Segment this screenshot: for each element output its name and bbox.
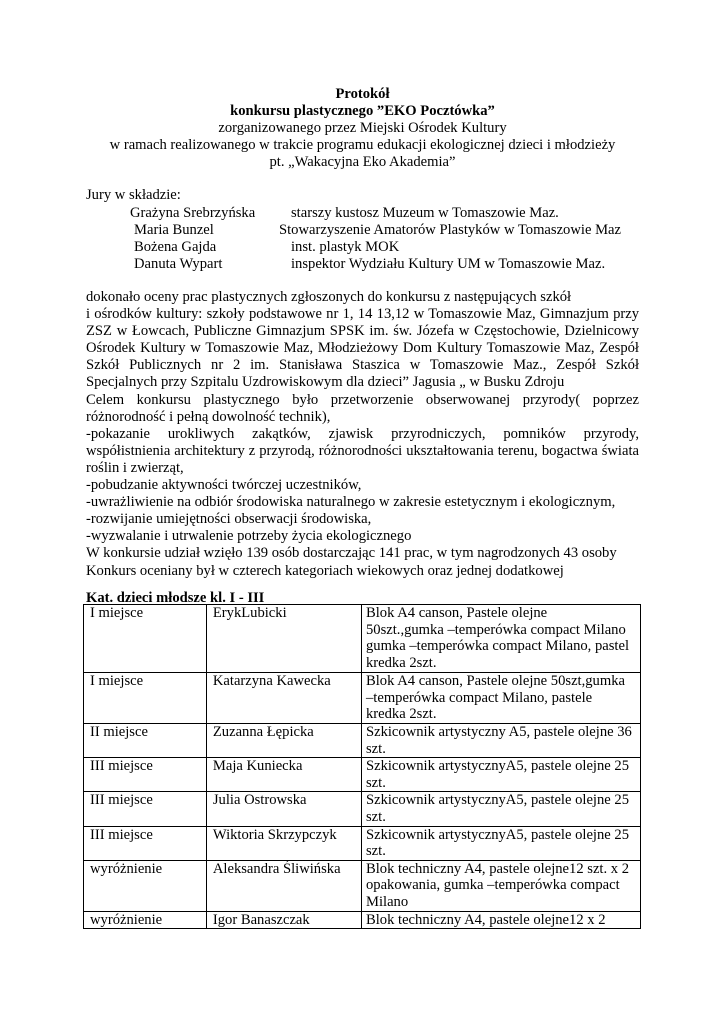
body-line: różnorodność i pełną dowolność technik), (86, 408, 331, 425)
body-line: Szkół Publicznych nr 2 im. Stanisława Staszica w Tomaszowie Maz., Zespół Szkół (86, 357, 639, 374)
prize-line: szt. (365, 843, 386, 860)
prize-line: 50szt.,gumka –temperówka compact Milano (365, 621, 626, 638)
jury-member-role: Stowarzyszenie Amatorów Plastyków w Tomaszowie Maz (279, 222, 621, 238)
prize-line: –temperówka compact Milano, pastele (365, 689, 593, 706)
place-cell: I miejsce (84, 673, 207, 724)
body-line: -wyzwalanie i utrwalenie potrzeby życia ekologicznego (86, 528, 412, 545)
table-row (84, 673, 641, 724)
body-line: -uwrażliwienie na odbiór środowiska naturalnego w zakresie estetycznym i ekologicznym, (86, 494, 616, 511)
jury-member-role: starszy kustosz Muzeum w Tomaszowie Maz. (291, 205, 559, 221)
body-text (86, 289, 639, 580)
body-line: dokonało oceny prac plastycznych zgłoszonych do konkursu z następujących szkół (86, 289, 572, 305)
table-row (84, 605, 641, 673)
body-line: -pobudzanie aktywności twórczej uczestników, (86, 477, 362, 494)
body-line: ZSZ w Łowcach, Publiczne Gimnazjum SPSK im. św. Józefa w Częstochowie, Dzielnicowy (86, 323, 639, 340)
jury-member-role: inst. plastyk MOK (291, 239, 400, 255)
prize-line: szt. (365, 740, 386, 757)
jury-member-name: Bożena Gajda (134, 239, 217, 255)
place-cell: I miejsce (84, 605, 207, 673)
place-cell: wyróżnienie (84, 911, 207, 929)
body-line: współistnienia architektury z przyrodą, różnorodności ukształtowania terenu, bogactwa świata (86, 442, 639, 459)
prize-line: Szkicownik artystycznyA5, pastele olejne 25 (365, 826, 630, 843)
category-title: Kat. dzieci młodsze kl. I - III (86, 590, 265, 606)
table-row (84, 724, 641, 758)
header-line-program-name: pt. „Wakacyjna Eko Akademia” (269, 154, 456, 170)
prize-line: opakowania, gumka –temperówka compact (365, 877, 620, 894)
prize-cell (361, 911, 640, 929)
jury-member-name: Maria Bunzel (134, 222, 214, 238)
place-cell: III miejsce (84, 792, 207, 826)
prize-line: Blok techniczny A4, pastele olejne12 szt. x 2 (365, 860, 630, 877)
prize-line: Blok A4 canson, Pastele olejne (365, 605, 548, 621)
body-line: -rozwijanie umiejętności obserwacji środowiska, (86, 511, 372, 528)
prize-line: Blok techniczny A4, pastele olejne12 x 2 (365, 911, 606, 928)
prize-line: Milano (365, 893, 409, 910)
prize-cell (361, 724, 640, 758)
body-line: Ośrodek Kultury w Tomaszowie Maz, Młodzieżowy Dom Kultury Tomaszowie Maz, Zespół (86, 340, 639, 357)
winner-name-cell: Maja Kuniecka (206, 758, 361, 792)
prize-cell (361, 605, 640, 673)
prize-line: kredka 2szt. (365, 706, 437, 723)
jury-member-role: inspektor Wydziału Kultury UM w Tomaszowie Maz. (291, 256, 606, 272)
winner-name-cell: ErykLubicki (206, 605, 361, 673)
body-line: roślin i zwierząt, (86, 459, 184, 476)
body-line: Konkurs oceniany był w czterech kategoriach wiekowych oraz jednej dodatkowej (86, 562, 564, 579)
body-line: W konkursie udział wzięło 139 osób dostarczając 141 prac, w tym nagrodzonych 43 osoby (86, 545, 617, 562)
place-cell: III miejsce (84, 826, 207, 860)
place-cell: III miejsce (84, 758, 207, 792)
jury-member-name: Grażyna Srebrzyńska (130, 205, 256, 221)
body-line: i ośrodków kultury: szkoły podstawowe nr 1, 14 13,12 w Tomaszowie Maz, Gimnazjum przy (86, 306, 639, 323)
prize-cell (361, 826, 640, 860)
winner-name-cell: Wiktoria Skrzypczyk (206, 826, 361, 860)
prize-cell (361, 792, 640, 826)
winner-name-cell: Aleksandra Śliwińska (206, 860, 361, 911)
place-cell: II miejsce (84, 724, 207, 758)
winner-name-cell: Katarzyna Kawecka (206, 673, 361, 724)
body-line: -pokazanie urokliwych zakątków, zjawisk przyrodniczych, pomników przyrody, (86, 425, 639, 442)
header-line-organizer: zorganizowanego przez Miejski Ośrodek Kultury (218, 120, 507, 136)
table-row (84, 758, 641, 792)
prize-line: szt. (365, 808, 386, 825)
body-line: Specjalnych przy Szpitalu Uzdrowiskowym dla dzieci” Jagusia „ w Busku Zdroju (86, 374, 565, 391)
prize-cell (361, 758, 640, 792)
prize-line: Szkicownik artystycznyA5, pastele olejne 25 (365, 792, 630, 809)
prize-line: gumka –temperówka compact Milano, pastel (365, 638, 629, 655)
table-row (84, 792, 641, 826)
prize-line: Blok A4 canson, Pastele olejne 50szt,gumka (365, 673, 625, 689)
header-line-program: w ramach realizowanego w trakcie programu edukacji ekologicznej dzieci i młodzieży (109, 137, 616, 153)
winner-name-cell: Igor Banaszczak (206, 911, 361, 929)
table-row (84, 860, 641, 911)
jury-intro: Jury w składzie: (86, 187, 181, 203)
place-cell: wyróżnienie (84, 860, 207, 911)
table-row (84, 826, 641, 860)
document-subtitle: konkursu plastycznego ”EKO Pocztówka” (230, 103, 495, 119)
body-line: Celem konkursu plastycznego było przetworzenie obserwowanej przyrody( poprzez (86, 391, 639, 408)
results-table (83, 604, 641, 929)
prize-line: Szkicownik artystyczny A5, pastele olejne 36 (365, 724, 632, 740)
document-title: Protokół (335, 86, 390, 102)
prize-line: kredka 2szt. (365, 654, 437, 671)
document-header (0, 86, 725, 171)
table-row (84, 911, 641, 929)
prize-line: szt. (365, 774, 386, 791)
prize-line: Szkicownik artystycznyA5, pastele olejne 25 (365, 758, 630, 775)
prize-cell (361, 860, 640, 911)
winner-name-cell: Zuzanna Łępicka (206, 724, 361, 758)
prize-cell (361, 673, 640, 724)
jury-member-name: Danuta Wypart (134, 256, 223, 272)
winner-name-cell: Julia Ostrowska (206, 792, 361, 826)
